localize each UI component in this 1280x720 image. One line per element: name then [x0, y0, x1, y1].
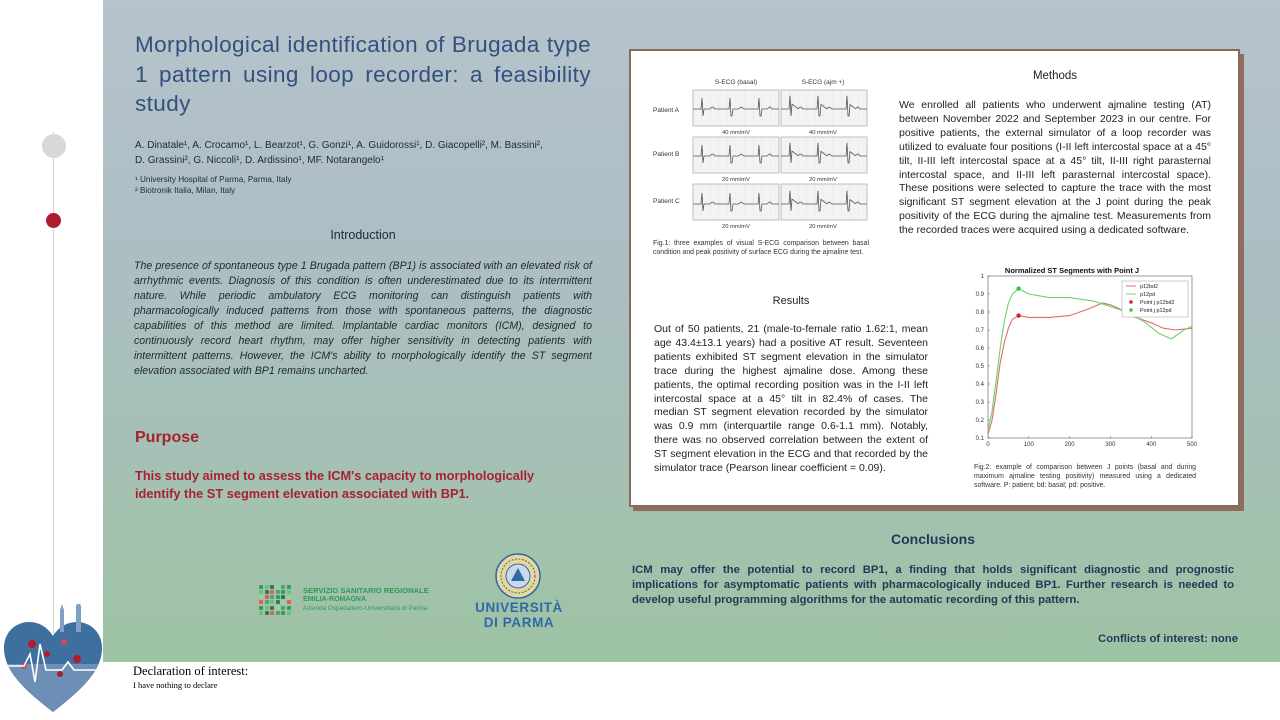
ssr-grid-dot	[270, 611, 274, 615]
st-segment-chart	[958, 262, 1202, 454]
ssr-grid-dot	[287, 606, 291, 610]
ssr-grid-dot	[259, 600, 263, 604]
ssr-grid-dot	[270, 585, 274, 589]
ssr-grid-dot	[287, 585, 291, 589]
university-name-line-2: DI PARMA	[483, 615, 555, 630]
ssr-grid-dot	[281, 585, 285, 589]
nav-timeline-line	[53, 132, 54, 642]
declaration-text: I have nothing to declare	[133, 680, 218, 690]
ssr-grid-dot	[281, 606, 285, 610]
affiliation-2: ² Biotronik Italia, Milan, Italy	[135, 186, 236, 195]
conclusions-text: ICM may offer the potential to record BP1, a finding that holds significant diagnostic and prognostic implications for asymptomatic patients with pharmacologically induced BP1. Further research is needed to develop useful programming algorithms for the automatic recording of this pattern.	[632, 564, 1234, 606]
ssr-grid-dot	[287, 595, 291, 599]
y-tick-label: 0.4	[975, 382, 984, 388]
ssr-logo-line-1: SERVIZIO SANITARIO REGIONALE	[303, 586, 429, 595]
nav-dot-inactive[interactable]	[42, 134, 66, 158]
y-tick-label: 0.1	[975, 436, 984, 442]
fig1-scale-b-basal: 20 mm/mV	[721, 177, 751, 183]
x-tick-label: 200	[1064, 442, 1075, 448]
legend-label: p12bd2	[1140, 284, 1158, 290]
ssr-grid-dot	[281, 611, 285, 615]
ssr-grid-dot	[259, 590, 263, 594]
j-point-marker	[1016, 313, 1020, 317]
ssr-grid-dot	[276, 590, 280, 594]
methods-text: We enrolled all patients who underwent ajmaline testing (AT) between November 2022 and September 2023 in our centre. For positive patients, the external simulator of a loop recorder was utilized to evaluate four positions (I-II left intercostal space at a 45° tilt, II-III left intercostal space at a 45° tilt, II-III right parasternal intercostal space, and II-III left parasternal intercostal space). These positions were selected to capture the trace with the most significant ST segment elevation at the J point during the peak positivity of the ECG during the ajmaline test. Measurements from the recorded traces were acquired using a dedicated software.	[899, 99, 1211, 237]
ssr-grid-dot	[259, 606, 263, 610]
declaration-title: Declaration of interest:	[133, 664, 249, 678]
y-tick-label: 0.7	[975, 328, 984, 334]
university-seal-icon	[495, 553, 541, 599]
ssr-grid-dot	[276, 606, 280, 610]
ecg-comparison-figure	[651, 75, 873, 235]
ssr-grid-dot	[265, 606, 269, 610]
conflicts-of-interest: Conflicts of interest: none	[1098, 633, 1238, 645]
ssr-grid-dot	[265, 600, 269, 604]
ssr-grid-dot	[281, 590, 285, 594]
heart-logo-icon	[2, 604, 104, 716]
introduction-text: The presence of spontaneous type 1 Brugada pattern (BP1) is associated with an elevated risk of arrhythmic events. Diagnosis of this condition is often underestimated due to its intermittent nature. While periodic ambulatory ECG monitoring can distinguish patients with pharmacologically induced patterns from those with spontaneous patterns, the diagnostic capabilities of this method are limited. Implantable cardiac monitors (ICM), designed to continuously record heart rhythm, may offer higher sensitivity in detecting patients with intermittent patterns. However, the ICM's ability to morphologically identify the ST segment elevation associated with BP1 remains uncharted.	[134, 260, 592, 377]
fig1-row-c: Patient C	[653, 198, 680, 205]
y-tick-label: 0.6	[975, 346, 984, 352]
ssr-logo-line-2: EMILIA-ROMAGNA	[303, 596, 366, 603]
affiliation-1: ¹ University Hospital of Parma, Parma, Italy	[135, 175, 292, 184]
figure-1-caption: Fig.1: three examples of visual S-ECG comparison between basal condition and peak positivity of surface ECG during the ajmaline test.	[653, 240, 869, 256]
ssr-grid-dot	[287, 600, 291, 604]
fig1-col-basal: S-ECG (basal)	[714, 79, 758, 86]
author-list	[135, 138, 591, 168]
university-name-line-1: UNIVERSITÀ	[475, 600, 563, 615]
affiliations	[135, 174, 591, 196]
authors-line-2: D. Grassini², G. Niccoli¹, D. Ardissino¹, MF. Notarangelo¹	[135, 155, 384, 166]
x-tick-label: 500	[1186, 442, 1198, 448]
y-tick-label: 0.3	[975, 400, 984, 406]
ssr-grid-dot	[265, 585, 269, 589]
ssr-grid-dot	[281, 595, 285, 599]
ssr-grid-dot	[265, 590, 269, 594]
ssr-grid-dot	[287, 611, 291, 615]
ssr-logo-line-3: Azienda Ospedaliero-Universitaria di Parma	[303, 605, 428, 612]
legend-label: p12pd	[1140, 292, 1155, 298]
ssr-grid-dot	[265, 595, 269, 599]
ecg-trace-panels	[693, 90, 867, 220]
y-tick-label: 0.8	[975, 310, 984, 316]
y-tick-label: 0.5	[975, 364, 984, 370]
conclusions-heading: Conclusions	[890, 531, 975, 547]
ssr-grid-dot	[259, 611, 263, 615]
fig1-scale-a-ajm: 40 mm/mV	[808, 130, 838, 136]
fig1-scale-b-ajm: 20 mm/mV	[808, 177, 838, 183]
x-tick-label: 300	[1105, 442, 1116, 448]
ssr-grid-dot	[270, 606, 274, 610]
fig1-scale-a-basal: 40 mm/mV	[721, 130, 751, 136]
results-text: Out of 50 patients, 21 (male-to-female ratio 1.62:1, mean age 43.4±13.1 years) had a positive AT result. Seventeen patients exhibited ST segment elevation in the simulator trace during the highest ajmaline dose. Among these patients, the optimal recording position was in the I-II left intercostal space at a 45° tilt in 82.4% of cases. The median ST segment elevation recorded by the simulator was 0.9 mm (interquartile range 0.6-1.1 mm). Notably, there was no observed correlation between the extent of ST segment elevation in the ECG and that recorded by the simulator trace (Pearson linear coefficient = 0.09).	[654, 323, 928, 475]
ssr-grid-dot	[281, 600, 285, 604]
y-tick-label: 0.9	[975, 292, 984, 298]
x-tick-label: 100	[1023, 442, 1034, 448]
ssr-grid-dot	[270, 590, 274, 594]
legend-dot-swatch	[1129, 300, 1133, 304]
purpose-heading: Purpose	[135, 429, 200, 446]
introduction-heading: Introduction	[330, 228, 396, 242]
fig1-scale-c-basal: 20 mm/mV	[721, 224, 751, 230]
ssr-grid-dot	[259, 585, 263, 589]
bottom-margin	[103, 662, 1280, 720]
ssr-grid-dot	[276, 611, 280, 615]
purpose-text: This study aimed to assess the ICM's capacity to morphologically identify the ST segment elevation associated with BP1.	[135, 468, 535, 501]
results-heading: Results	[772, 295, 810, 307]
legend-label: Point j p12pd	[1140, 308, 1172, 314]
x-tick-label: 400	[1146, 442, 1157, 448]
authors-line-1: A. Dinatale¹, A. Crocamo¹, L. Bearzot¹, G. Gonzi¹, A. Guidorossi¹, D. Giacopelli², M. Bassini²,	[135, 140, 543, 151]
figure-2-caption: Fig.2: example of comparison between J points (basal and during maximum ajmaline testing positivity) measured using a dedicated software. P: patient; bd: basal; pd: positive.	[974, 464, 1196, 489]
ssr-emilia-romagna-logo	[259, 583, 449, 617]
x-tick-label: 0	[986, 442, 990, 448]
fig1-col-ajm: S-ECG (ajm +)	[801, 79, 845, 86]
methods-heading: Methods	[1032, 70, 1078, 82]
legend-dot-swatch	[1129, 308, 1133, 312]
ssr-grid-dot	[265, 611, 269, 615]
ssr-grid-dot	[276, 595, 280, 599]
ssr-grid-dot	[287, 590, 291, 594]
ssr-grid-dot	[276, 585, 280, 589]
fig1-row-a: Patient A	[653, 107, 680, 114]
chart-title: Normalized ST Segments with Point J	[1004, 266, 1140, 275]
ssr-grid-dot	[270, 600, 274, 604]
ssr-grid-icon	[259, 585, 291, 615]
j-point-marker	[1016, 286, 1020, 290]
poster-title: Morphological identification of Brugada type 1 pattern using loop recorder: a feasibility study	[135, 32, 591, 116]
nav-dot-active[interactable]	[46, 213, 61, 228]
ssr-grid-dot	[276, 600, 280, 604]
fig1-row-b: Patient B	[653, 151, 680, 158]
y-tick-label: 0.2	[975, 418, 984, 424]
ssr-grid-dot	[270, 595, 274, 599]
fig1-scale-c-ajm: 20 mm/mV	[808, 224, 838, 230]
y-tick-label: 1	[980, 274, 984, 280]
ssr-grid-dot	[259, 595, 263, 599]
legend-label: Point j p12bd2	[1140, 300, 1175, 306]
